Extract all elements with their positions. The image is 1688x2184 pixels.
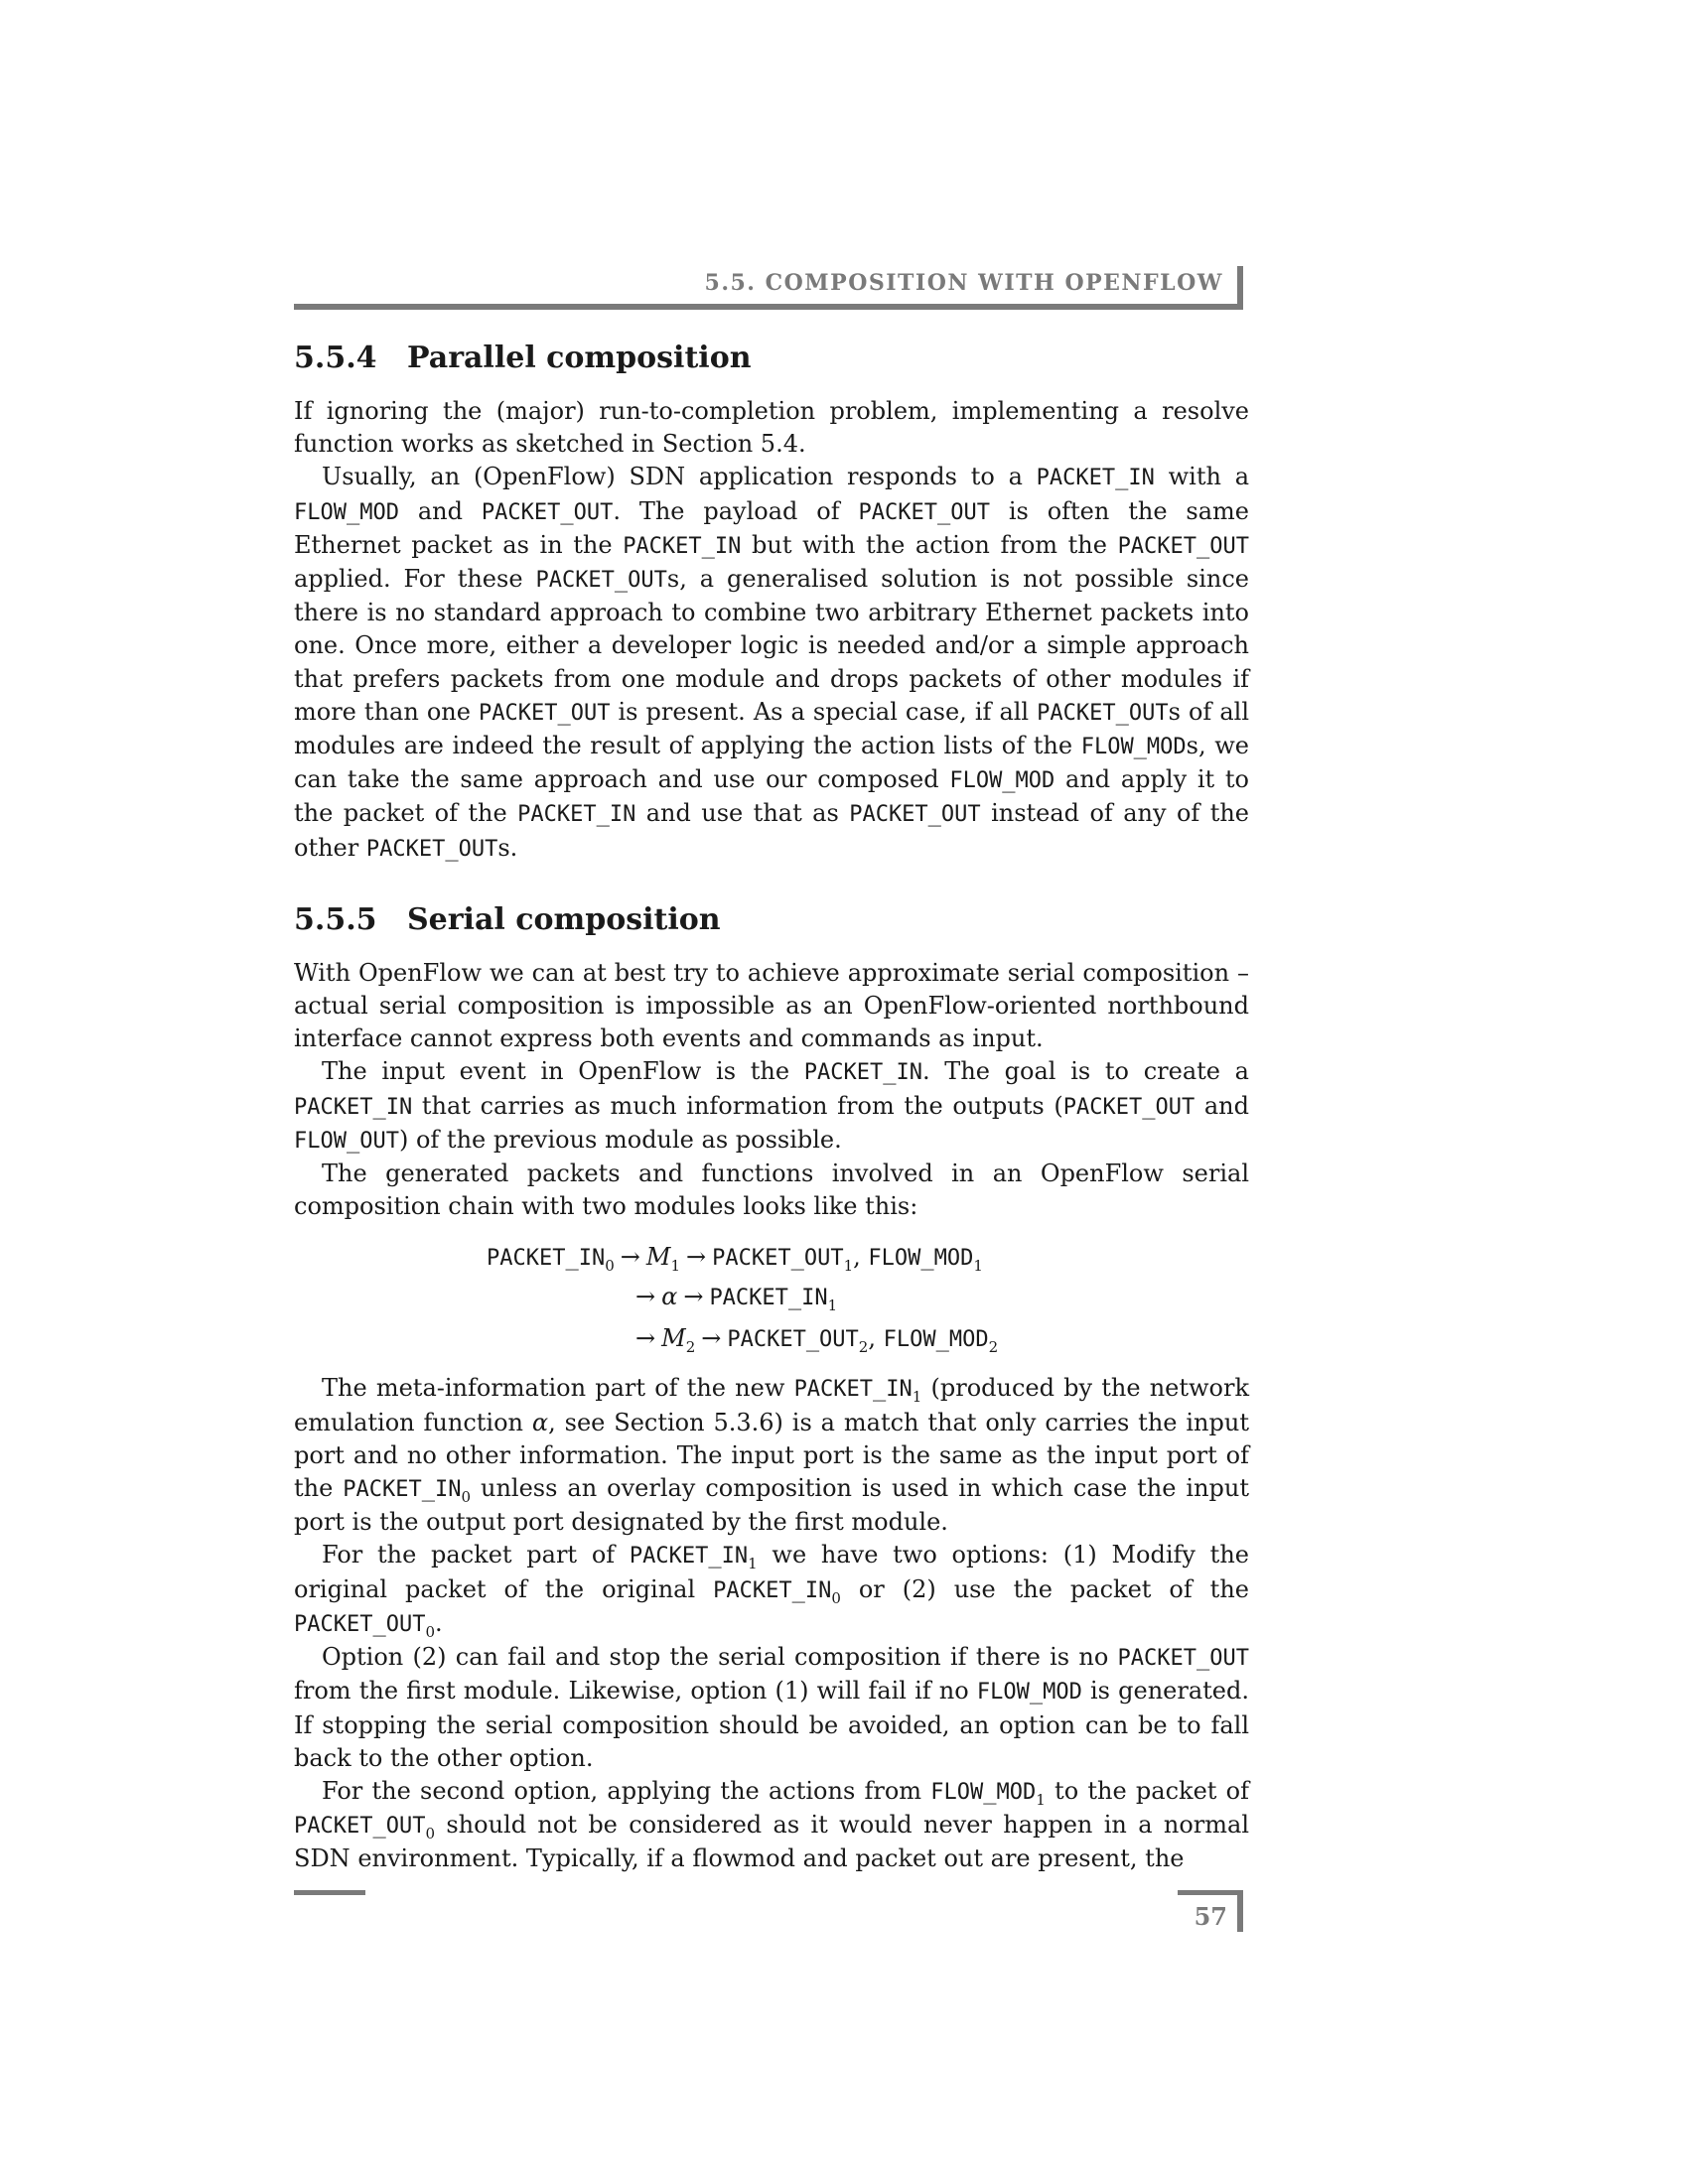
text-run: we have two options: (1) Modify the original packet of the original <box>294 1541 1249 1603</box>
text-run: that carries as much information from the outputs ( <box>412 1091 1063 1120</box>
arrow-symbol: → <box>683 1283 704 1311</box>
code-term: PACKET_OUT <box>1062 1094 1196 1120</box>
page-number-box <box>1178 1890 1243 1932</box>
text-run: The meta-information part of the new <box>322 1374 794 1403</box>
code-term: PACKET_OUT <box>858 499 990 525</box>
text-run: to the packet of <box>1045 1776 1249 1805</box>
code-term: PACKET_IN <box>623 533 742 559</box>
paragraph <box>294 1641 1249 1775</box>
text-run: . The payload of <box>613 496 859 525</box>
subscript: 1 <box>1036 1790 1046 1809</box>
subscript: 2 <box>685 1338 696 1357</box>
text-run: s, a generalised solution is not possible since there is no standard approach to combine two arbitrary Ethernet packets into one. Once more, either a developer logic is needed and/or a simple approach that prefers packets from one module and drops packets of other modules if more than one <box>294 565 1249 726</box>
comma: , <box>868 1324 884 1353</box>
text-run: but with the action from the <box>741 530 1118 559</box>
code-term: PACKET_OUT <box>365 836 498 862</box>
code-term: FLOW_MOD <box>930 1779 1037 1805</box>
section-number: 5.5.5 <box>294 901 377 937</box>
paragraph <box>294 1372 1249 1539</box>
arrow-symbol: → <box>686 1243 707 1272</box>
subscript: 1 <box>827 1297 838 1315</box>
code-term: PACKET_OUT <box>294 1611 426 1637</box>
footer-rule <box>294 1890 365 1895</box>
text-run: is generated. If stopping the serial composition should be avoided, an option can be to fall back to the other option. <box>294 1677 1249 1772</box>
code-term: FLOW_MOD <box>868 1246 974 1272</box>
section-title: Serial composition <box>407 901 721 937</box>
running-head-text: 5.5. COMPOSITION WITH OPENFLOW <box>704 270 1223 296</box>
subscript: 1 <box>670 1257 680 1276</box>
subscript: 1 <box>748 1555 758 1573</box>
text-run: s, we can take the same approach and use our composed <box>294 732 1249 794</box>
code-term: PACKET_IN <box>713 1577 832 1603</box>
code-term: PACKET_IN <box>294 1094 413 1120</box>
section-heading-5-5-4 <box>294 334 1249 383</box>
section-heading-5-5-5 <box>294 895 1249 945</box>
text-run: . <box>435 1608 443 1637</box>
text-run: unless an overlay composition is used in which case the input port is the output port designated by the first module. <box>294 1474 1249 1537</box>
code-term: FLOW_MOD <box>976 1680 1082 1706</box>
subscript: 2 <box>988 1338 999 1357</box>
page-number-top-bar <box>1178 1890 1243 1895</box>
text-run: should not be considered as it would never happen in a normal SDN environment. Typically, if a flowmod and packet out are present, the <box>294 1811 1249 1873</box>
page-number: 57 <box>1194 1902 1227 1931</box>
text-run: s. <box>497 833 518 862</box>
subscript: 0 <box>425 1824 435 1843</box>
subscript: 1 <box>912 1388 922 1407</box>
subscript: 0 <box>461 1487 472 1506</box>
paragraph <box>294 1775 1249 1876</box>
paragraph <box>294 1055 1249 1158</box>
text-run: Usually, an (OpenFlow) SDN application responds to a <box>322 463 1037 491</box>
code-term: PACKET_IN <box>629 1544 749 1570</box>
text-run: and <box>1195 1091 1250 1120</box>
composition-chain-equation <box>294 1235 1249 1360</box>
text-run: For the packet part of <box>322 1541 630 1570</box>
paragraph <box>294 1539 1249 1641</box>
code-term: FLOW_MOD <box>883 1327 989 1353</box>
text-run: and <box>398 496 482 525</box>
arrow-symbol: → <box>635 1283 656 1311</box>
code-term: PACKET_IN <box>517 802 636 828</box>
module-symbol: M <box>645 1243 671 1272</box>
text-run: or (2) use the packet of the <box>840 1574 1249 1603</box>
code-term: PACKET_IN <box>803 1060 922 1086</box>
code-term: FLOW_OUT <box>294 1128 399 1154</box>
alpha-symbol: α <box>531 1408 549 1436</box>
page-number-side-bar <box>1237 1890 1243 1932</box>
code-term: FLOW_MOD <box>294 499 399 525</box>
code-term: PACKET_OUT <box>712 1246 844 1272</box>
subscript: 1 <box>843 1257 854 1276</box>
module-symbol: M <box>661 1324 686 1353</box>
code-term: PACKET_OUT <box>481 499 614 525</box>
alpha-symbol: α <box>661 1283 678 1311</box>
code-term: PACKET_IN <box>487 1246 606 1272</box>
code-term: PACKET_OUT <box>294 1814 426 1840</box>
running-head <box>294 266 1243 306</box>
subscript: 0 <box>425 1622 435 1641</box>
text-run: . The goal is to create a <box>921 1057 1249 1086</box>
comma: , <box>853 1243 869 1272</box>
text-run: ) of the previous module as possible. <box>398 1125 842 1154</box>
code-term: PACKET_OUT <box>1117 1646 1249 1672</box>
text-run: with a <box>1154 463 1250 491</box>
text-run: For the second option, applying the actions from <box>322 1776 931 1805</box>
text-run: With OpenFlow we can at best try to achieve approximate serial composition – actual serial composition is impossible as an OpenFlow-oriented northbound interface cannot express both events and commands as input. <box>294 958 1249 1053</box>
section-number: 5.5.4 <box>294 341 377 375</box>
arrow-symbol: → <box>635 1324 656 1353</box>
arrow-symbol: → <box>701 1324 722 1353</box>
page-body <box>294 334 1249 1876</box>
text-run: (produced by the network emulation function <box>294 1374 1250 1436</box>
equation-line-2 <box>635 1283 838 1315</box>
code-term: PACKET_IN <box>1036 466 1155 491</box>
equation-line-1 <box>487 1243 983 1276</box>
text-run: s of all modules are indeed the result of applying the action lists of the <box>294 697 1249 760</box>
code-term: PACKET_OUT <box>535 568 667 594</box>
subscript: 1 <box>973 1257 983 1276</box>
header-rule <box>294 304 1243 310</box>
code-term: PACKET_IN <box>343 1477 462 1503</box>
text-run: and use that as <box>635 799 850 828</box>
running-head-bar <box>1237 266 1243 308</box>
code-term: FLOW_MOD <box>1080 735 1187 760</box>
code-term: PACKET_OUT <box>849 802 981 828</box>
code-term: PACKET_OUT <box>478 700 611 726</box>
text-run: from the first module. Likewise, option (1) will fail if no <box>294 1677 977 1706</box>
text-run: and apply it to the packet of the <box>294 765 1250 828</box>
subscript: 2 <box>858 1338 869 1357</box>
paragraph <box>294 957 1249 1056</box>
text-run: is often the same Ethernet packet as in the <box>294 496 1249 559</box>
section-title: Parallel composition <box>407 341 752 375</box>
text-run: applied. For these <box>294 565 536 594</box>
arrow-symbol: → <box>620 1243 640 1272</box>
text-run: instead of any of the other <box>294 799 1249 862</box>
text-run: Option (2) can fail and stop the serial composition if there is no <box>322 1643 1118 1672</box>
text-run: is present. As a special case, if all <box>610 697 1038 726</box>
code-term: PACKET_IN <box>709 1286 828 1311</box>
subscript: 0 <box>831 1588 841 1607</box>
text-run: The input event in OpenFlow is the <box>322 1057 804 1086</box>
code-term: FLOW_MOD <box>949 768 1055 794</box>
text-run: The generated packets and functions involved in an OpenFlow serial composition chain with two modules looks like this: <box>294 1160 1249 1221</box>
code-term: PACKET_OUT <box>1037 700 1169 726</box>
text-run: , see Section 5.3.6) is a match that only carries the input port and no other information. The input port is the same as the input port of the <box>294 1408 1249 1503</box>
paragraph <box>294 1158 1249 1223</box>
code-term: PACKET_OUT <box>1117 533 1250 559</box>
paragraph <box>294 461 1249 865</box>
code-term: PACKET_IN <box>793 1377 913 1403</box>
text-run: If ignoring the (major) run-to-completion problem, implementing a resolve function works as sketched in Section 5.4. <box>294 397 1249 459</box>
subscript: 0 <box>605 1257 615 1276</box>
code-term: PACKET_OUT <box>727 1327 859 1353</box>
paragraph <box>294 395 1249 461</box>
equation-line-3 <box>635 1324 999 1357</box>
